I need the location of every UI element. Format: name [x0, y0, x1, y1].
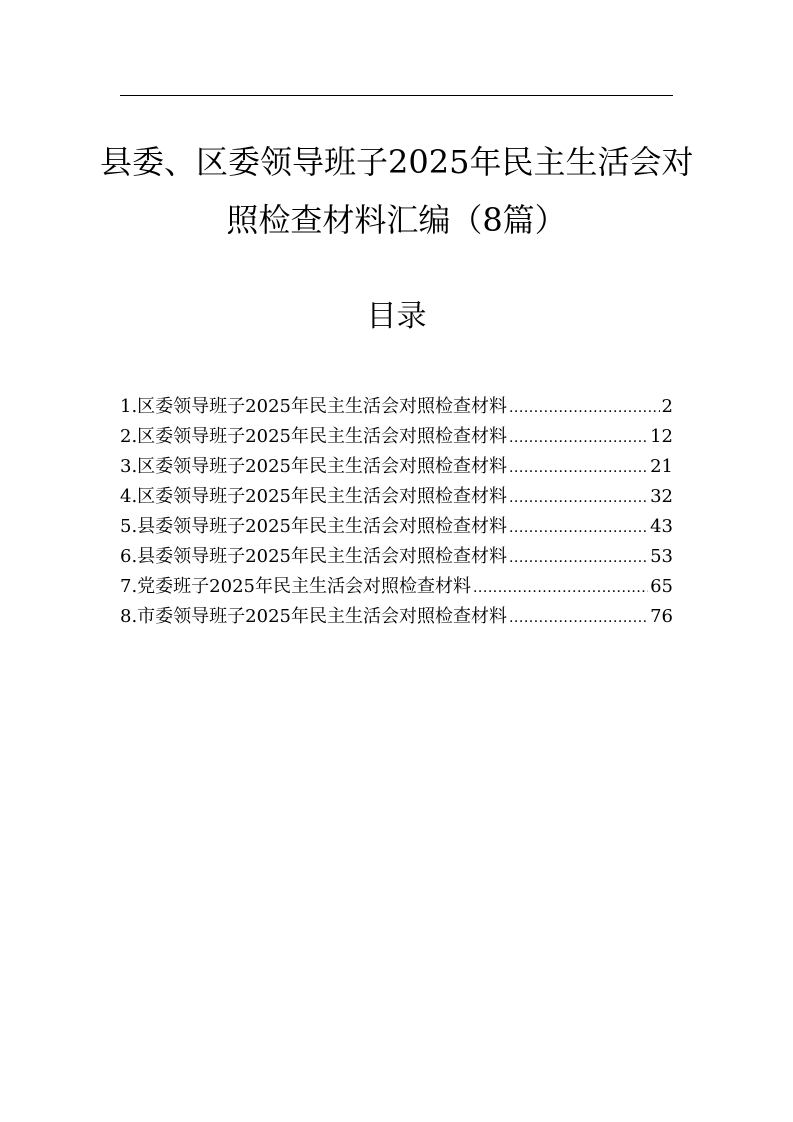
- toc-entry-1[interactable]: [120, 392, 673, 422]
- toc-entry-label: 4.区委领导班子2025年民主生活会对照检查材料: [120, 486, 507, 507]
- toc-entry-8[interactable]: [120, 602, 673, 632]
- toc-entry-5[interactable]: [120, 512, 673, 542]
- toc-leader-dots: [509, 603, 648, 633]
- toc-leader-dots: [509, 513, 648, 543]
- toc-entry-label: 8.市委领导班子2025年民主生活会对照检查材料: [120, 606, 507, 627]
- document-title-line-1: 县委、区委领导班子2025年民主生活会对: [100, 143, 694, 181]
- toc-entry-label: 1.区委领导班子2025年民主生活会对照检查材料: [120, 396, 507, 417]
- toc-entry-page: 65: [650, 576, 673, 597]
- toc-leader-dots: [509, 393, 660, 423]
- toc-leader-dots: [473, 573, 648, 603]
- toc-entry-page: 2: [661, 396, 673, 417]
- toc-entry-page: 12: [650, 426, 673, 447]
- toc-leader-dots: [509, 453, 648, 483]
- toc-entry-page: 21: [650, 456, 673, 477]
- toc-leader-dots: [509, 543, 648, 573]
- toc-entry-page: 53: [650, 546, 673, 567]
- toc-leader-dots: [509, 423, 648, 453]
- toc-entry-label: 3.区委领导班子2025年民主生活会对照检查材料: [120, 456, 507, 477]
- toc-entry-page: 76: [650, 606, 673, 627]
- toc-entry-2[interactable]: [120, 422, 673, 452]
- toc-entry-label: 5.县委领导班子2025年民主生活会对照检查材料: [120, 516, 507, 537]
- toc-entry-3[interactable]: [120, 452, 673, 482]
- toc-entry-7[interactable]: [120, 572, 673, 602]
- toc-entry-4[interactable]: [120, 482, 673, 512]
- toc-entry-label: 7.党委班子2025年民主生活会对照检查材料: [120, 576, 471, 597]
- document-title-line-2: 照检查材料汇编（8篇）: [226, 201, 567, 239]
- toc-entry-label: 6.县委领导班子2025年民主生活会对照检查材料: [120, 546, 507, 567]
- toc-entry-page: 43: [650, 516, 673, 537]
- toc-leader-dots: [509, 483, 648, 513]
- table-of-contents: [120, 392, 673, 632]
- toc-heading: 目录: [366, 299, 427, 334]
- toc-entry-label: 2.区委领导班子2025年民主生活会对照检查材料: [120, 426, 507, 447]
- header-rule: [120, 95, 673, 96]
- toc-entry-page: 32: [650, 486, 673, 507]
- toc-entry-6[interactable]: [120, 542, 673, 572]
